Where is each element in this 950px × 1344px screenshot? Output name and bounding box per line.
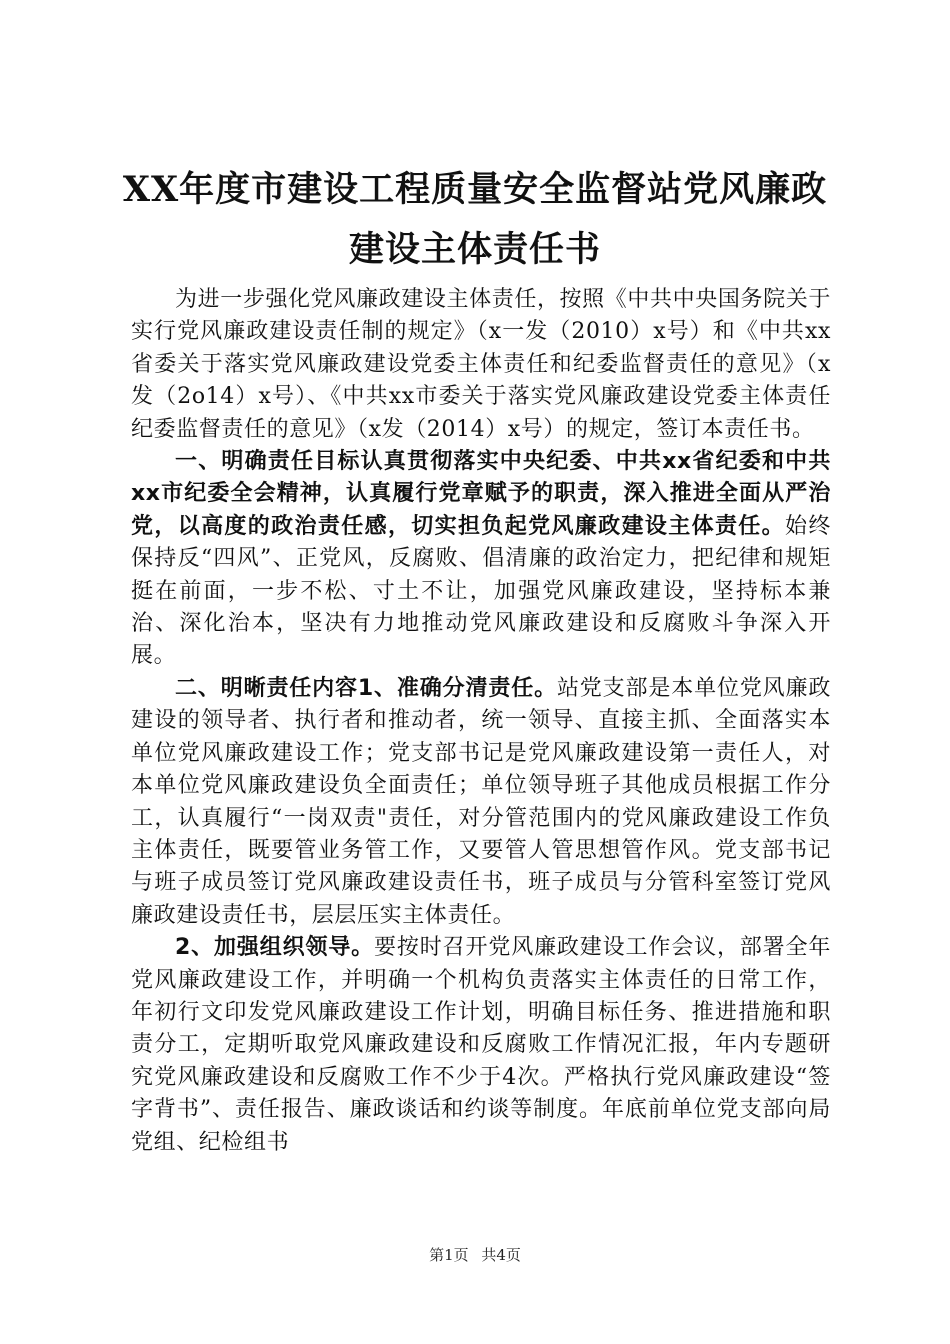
paragraph-intro bbox=[131, 284, 831, 446]
page-total: 共4页 bbox=[481, 1246, 521, 1264]
paragraph-text: 要按时召开党风廉政建设工作会议，部署全年党风廉政建设工作，并明确一个机构负责落实主体责任的日常工作，年初行文印发党风廉政建设工作计划，明确目标任务、推进措施和职责分工，定期听取党风廉政建设和反腐败工作情况汇报，年内专题研究党风廉政建设和反腐败工作不少于4次。严格执行党风廉政建设“签字背书”、责任报告、廉政谈话和约谈等制度。年底前单位党支部向局党组、纪检组书 bbox=[131, 935, 831, 1155]
document-body bbox=[131, 284, 831, 1159]
paragraph-section-1 bbox=[131, 446, 831, 673]
paragraph-heading: 一、明确责任目标认真贯彻落实中央纪委、中共xx省纪委和中共xx市纪委全会精神，认真履行党章赋予的职责，深入推进全面从严治党，以高度的政治责任感，切实担负起党风廉政建设主体责任。 bbox=[131, 449, 831, 539]
paragraph-heading: 二、明晰责任内容1、准确分清责任。 bbox=[175, 675, 557, 701]
page-number: 第1页 bbox=[429, 1246, 469, 1264]
paragraph-text: 始终保持反“四风”、正党风，反腐败、倡清廉的政治定力，把纪律和规矩挺在前面，一步不松、寸土不让，加强党风廉政建设，坚持标本兼治、深化治本，坚决有力地推动党风廉政建设和反腐败斗争深入开展。 bbox=[131, 513, 831, 669]
document-title-line-2: 建设主体责任书 bbox=[348, 229, 601, 270]
paragraph-heading: 2、加强组织领导。 bbox=[175, 935, 375, 961]
paragraph-section-2 bbox=[131, 673, 831, 932]
paragraph-section-2-item-2 bbox=[131, 932, 831, 1159]
paragraph-text: 为进一步强化党风廉政建设主体责任，按照《中共中央国务院关于实行党风廉政建设责任制的规定》（x一发（2010）x号）和《中共xx省委关于落实党风廉政建设党委主体责任和纪委监督责任的意见》（x发（2o14）x号）、《中共xx市委关于落实党风廉政建设党委主体责任纪委监督责任的意见》（x发（2014）x号）的规定，签订本责任书。 bbox=[131, 287, 831, 442]
paragraph-text: 站党支部是本单位党风廉政建设的领导者、执行者和推动者，统一领导、直接主抓、全面落实本单位党风廉政建设工作；党支部书记是党风廉政建设第一责任人，对本单位党风廉政建设负全面责任；单位领导班子其他成员根据工作分工，认真履行“一岗双责"责任，对分管范围内的党风廉政建设工作负主体责任，既要管业务管工作，又要管人管思想管作风。党支部书记与班子成员签订党风廉政建设责任书，班子成员与分管科室签订党风廉政建设责任书，层层压实主体责任。 bbox=[131, 675, 831, 928]
document-title-line-1: XX年度市建设工程质量安全监督站党风廉政 bbox=[122, 169, 828, 210]
page-footer bbox=[0, 1244, 950, 1265]
